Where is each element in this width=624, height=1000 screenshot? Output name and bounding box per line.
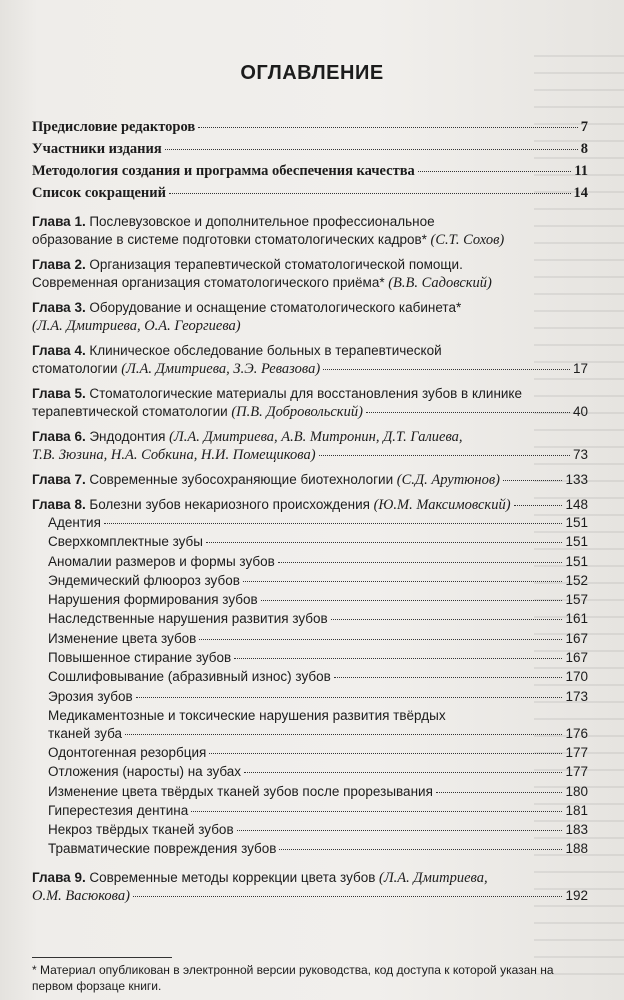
toc-chapter-3[interactable] [32, 299, 588, 335]
subitem-title: Одонтогенная резорбция [48, 744, 207, 760]
subitem-title: Сошлифовывание (абразивный износ) зубов [48, 669, 331, 685]
chapter-authors: (Л.А. Дмитриева, [379, 869, 488, 886]
subitem-title: Медикаментозные и токсические нарушения развития твёрдых [48, 707, 446, 723]
chapter-authors: (Л.А. Дмитриева, О.А. Георгиева) [32, 318, 241, 334]
page-number: 170 [565, 669, 588, 685]
chapter-authors: (С.Т. Сохов) [430, 232, 505, 248]
leader-dots [209, 753, 562, 754]
toc-chapter-6[interactable] [32, 428, 588, 464]
chapter-title: Клиническое обследование больных в терапевтической [89, 343, 442, 358]
toc-section-preface[interactable] [32, 118, 588, 140]
chapter-title: Современные методы коррекции цвета зубов [89, 869, 376, 885]
chapter-label: Глава 2. [32, 257, 86, 272]
leader-dots [278, 562, 563, 563]
toc-subitem[interactable] [32, 802, 588, 821]
leader-dots [418, 171, 572, 172]
chapter-title-cont: терапевтической стоматологии [32, 404, 228, 419]
footnote: * Материал опубликован в электронной версии руководства, код доступа к которой указан на первом форзаце книги. [32, 963, 554, 993]
subitem-title: Эндемический флюороз зубов [48, 572, 240, 588]
toc-chapter-7[interactable] [32, 471, 588, 489]
chapter-label: Глава 3. [32, 300, 86, 315]
chapter-title-cont: Современная организация стоматологического приёма* [32, 275, 385, 290]
chapter-label: Глава 6. [32, 429, 86, 444]
chapter-8-subitems [32, 514, 588, 860]
toc-subitem[interactable] [32, 649, 588, 668]
leader-dots [334, 677, 563, 678]
leader-dots [133, 896, 563, 897]
toc-chapter-9[interactable] [32, 869, 588, 905]
page-number: 183 [565, 822, 588, 838]
page-number: 157 [565, 592, 588, 608]
toc-subitem[interactable] [32, 821, 588, 840]
toc-chapter-1[interactable] [32, 213, 588, 249]
page-number: 167 [565, 650, 588, 666]
leader-dots [234, 658, 562, 659]
subitem-title: Нарушения формирования зубов [48, 592, 258, 608]
leader-dots [244, 772, 562, 773]
page-number: 40 [572, 404, 588, 419]
chapter-authors: (П.В. Добровольский) [231, 404, 363, 420]
page-number: 11 [574, 163, 588, 179]
leader-dots [191, 811, 562, 812]
toc-chapter-8[interactable] [32, 496, 588, 514]
page-number: 192 [565, 887, 588, 903]
subitem-title: Аномалии размеров и формы зубов [48, 553, 275, 569]
toc-entry-title: Список сокращений [32, 185, 166, 201]
page-number: 188 [565, 841, 588, 857]
subitem-title: Адентия [48, 515, 101, 530]
leader-dots [331, 619, 563, 620]
subitem-title: Некроз твёрдых тканей зубов [48, 822, 234, 838]
chapter-authors-cont: Т.В. Зюзина, Н.А. Собкина, Н.И. Помещикова) [32, 447, 316, 463]
toc-subitem[interactable] [32, 553, 588, 572]
chapter-label: Глава 1. [32, 214, 86, 229]
subitem-title: Повышенное стирание зубов [48, 650, 232, 666]
subitem-title: Травматические повреждения зубов [48, 841, 277, 857]
toc-subitem[interactable] [32, 591, 588, 610]
toc-chapter-5[interactable] [32, 385, 588, 421]
toc-entry-title: Участники издания [32, 141, 162, 157]
page-number: 177 [565, 744, 588, 760]
subitem-title: Изменение цвета твёрдых тканей зубов после прорезывания [48, 783, 433, 799]
chapter-authors-cont: О.М. Васюкова) [32, 887, 130, 904]
toc-section-contributors[interactable] [32, 140, 588, 162]
toc-entry-title: Предисловие редакторов [32, 119, 196, 135]
leader-dots [125, 734, 562, 735]
subitem-title: Изменение цвета зубов [48, 630, 197, 646]
subitem-title: Гиперестезия дентина [48, 802, 189, 818]
leader-dots [104, 523, 563, 524]
toc-chapter-2[interactable] [32, 256, 588, 292]
toc-subitem[interactable] [32, 763, 588, 782]
chapter-label: Глава 4. [32, 343, 86, 358]
subitem-title: Сверхкомплектные зубы [48, 534, 203, 550]
chapter-authors: (С.Д. Арутюнов) [396, 472, 500, 488]
subitem-title: Наследственные нарушения развития зубов [48, 611, 328, 627]
leader-dots [261, 600, 563, 601]
leader-dots [136, 697, 563, 698]
leader-dots [199, 639, 562, 640]
subitem-title: Эрозия зубов [48, 688, 133, 704]
toc-section-abbreviations[interactable] [32, 184, 588, 206]
page-number: 181 [565, 802, 588, 818]
chapter-authors: (Ю.М. Максимовский) [373, 497, 511, 513]
page-number: 14 [573, 185, 588, 201]
page-number: 161 [565, 611, 588, 627]
page-number: 173 [565, 688, 588, 704]
chapter-authors: (Л.А. Дмитриева, З.Э. Ревазова) [121, 361, 321, 377]
chapter-label: Глава 9. [32, 869, 86, 885]
chapter-title: Стоматологические материалы для восстановления зубов в клинике [89, 386, 523, 401]
leader-dots [323, 369, 570, 370]
chapter-authors: (Л.А. Дмитриева, А.В. Митронин, Д.Т. Галиева, [169, 429, 463, 445]
page-number: 176 [565, 725, 588, 741]
toc-entry-title: Методология создания и программа обеспечения качества [32, 163, 415, 179]
chapter-label: Глава 7. [32, 472, 86, 487]
chapter-title: Оборудование и оснащение стоматологического кабинета* [89, 300, 462, 315]
toc-subitem[interactable] [32, 707, 588, 743]
toc-chapter-4[interactable] [32, 342, 588, 378]
chapter-title-cont: стоматологии [32, 361, 118, 376]
chapter-title-cont: образование в системе подготовки стоматологических кадров* [32, 232, 427, 247]
toc-subitem[interactable] [32, 840, 588, 859]
table-of-contents [32, 118, 588, 905]
chapter-label: Глава 8. [32, 497, 86, 512]
toc-subitem[interactable] [32, 783, 588, 802]
leader-dots [319, 455, 570, 456]
page-number: 167 [565, 630, 588, 646]
subitem-title: Отложения (наросты) на зубах [48, 764, 242, 780]
page-number: 133 [565, 472, 588, 487]
leader-dots [169, 193, 571, 194]
toc-subitem[interactable] [32, 514, 588, 533]
chapter-title: Организация терапевтической стоматологической помощи. [89, 257, 463, 272]
page-number: 152 [565, 572, 588, 588]
leader-dots [165, 149, 578, 150]
leader-dots [237, 830, 563, 831]
leader-dots [206, 542, 563, 543]
leader-dots [279, 849, 562, 850]
toc-subitem[interactable] [32, 533, 588, 552]
chapter-title: Эндодонтия [89, 429, 166, 444]
toc-subitem[interactable] [32, 688, 588, 707]
chapter-authors: (В.В. Садовский) [388, 275, 492, 291]
chapter-title: Современные зубосохраняющие биотехнологии [89, 472, 394, 487]
page-number: 151 [565, 553, 588, 569]
page-number: 8 [580, 141, 588, 157]
toc-subitem[interactable] [32, 744, 588, 763]
leader-dots [366, 412, 570, 413]
leader-dots [198, 127, 578, 128]
chapter-label: Глава 5. [32, 386, 86, 401]
toc-subitem[interactable] [32, 630, 588, 649]
page-number: 151 [565, 515, 588, 530]
page-number: 17 [572, 361, 588, 376]
chapter-title: Послевузовское и дополнительное профессиональное [89, 214, 435, 229]
toc-subitem[interactable] [32, 572, 588, 591]
page-number: 177 [565, 764, 588, 780]
page-number: 148 [565, 497, 588, 512]
footnote-rule [32, 957, 172, 958]
toc-subitem[interactable] [32, 610, 588, 629]
subitem-title-cont: тканей зуба [48, 725, 123, 741]
page-number: 151 [565, 534, 588, 550]
page-title: ОГЛАВЛЕНИЕ [240, 62, 384, 84]
page-number: 180 [565, 783, 588, 799]
page-number: 73 [572, 447, 588, 462]
leader-dots [514, 505, 563, 506]
leader-dots [503, 480, 562, 481]
toc-section-methodology[interactable] [32, 162, 588, 184]
page-number: 7 [580, 119, 588, 135]
leader-dots [436, 792, 563, 793]
leader-dots [243, 581, 563, 582]
toc-subitem[interactable] [32, 668, 588, 687]
chapter-title: Болезни зубов некариозного происхождения [89, 497, 370, 512]
